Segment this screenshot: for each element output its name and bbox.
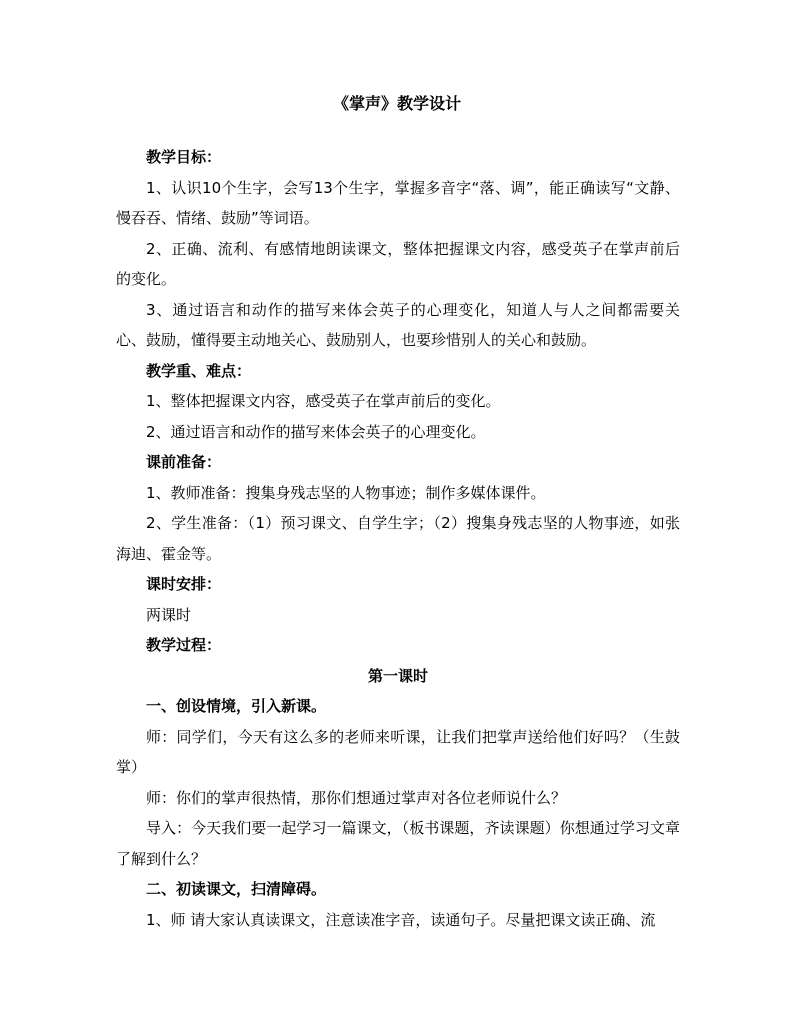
paragraph: 师：你们的掌声很热情，那你们想通过掌声对各位老师说什么？ [146,788,567,807]
paragraph: 两课时 [146,605,192,624]
step-heading: 二、初读课文，扫清障碍。 [146,880,327,898]
document-title: 《掌声》教学设计 [332,94,461,113]
paragraph: 师：同学们，今天有这么多的老师来听课，让我们把掌声送给他们好吗？（生鼓掌） [116,727,680,776]
section-heading-objectives: 教学目标： [146,148,222,166]
section-heading-schedule: 课时安排： [146,575,222,593]
paragraph: 导入：今天我们要一起学习一篇课文，（板书课题，齐读课题）你想通过学习文章了解到什么？ [116,819,680,868]
section-heading-process: 教学过程： [146,636,222,654]
paragraph: 2、通过语言和动作的描写来体会英子的心理变化。 [146,422,486,441]
paragraph: 1、教师准备：搜集身残志坚的人物事迹；制作多媒体课件。 [146,483,546,502]
document-body [116,142,680,935]
paragraph: 1、认识10个生字，会写13个生字，掌握多音字“落、调”，能正确读写“文静、慢吞吞、情绪、鼓励”等词语。 [116,178,680,227]
paragraph: 2、学生准备：（1）预习课文、自学生字；（2）搜集身残志坚的人物事迹，如张海迪、霍金等。 [116,514,680,563]
section-heading-preparation: 课前准备： [146,453,222,471]
paragraph: 2、正确、流利、有感情地朗读课文，整体把握课文内容，感受英子在掌声前后的变化。 [116,239,680,288]
paragraph: 1、整体把握课文内容，感受英子在掌声前后的变化。 [146,392,501,410]
paragraph: 3、通过语言和动作的描写来体会英子的心理变化，知道人与人之间都需要关心、鼓励，懂得要主动地关心、鼓励别人，也要珍惜别人的关心和鼓励。 [116,300,680,349]
step-heading: 一、创设情境，引入新课。 [146,697,327,715]
paragraph: 1、师 请大家认真读课文，注意读准字音，读通句子。尽量把课文读正确、流 [146,910,656,929]
lesson-heading: 第一课时 [367,666,428,685]
section-heading-key-points: 教学重、难点： [146,361,252,380]
